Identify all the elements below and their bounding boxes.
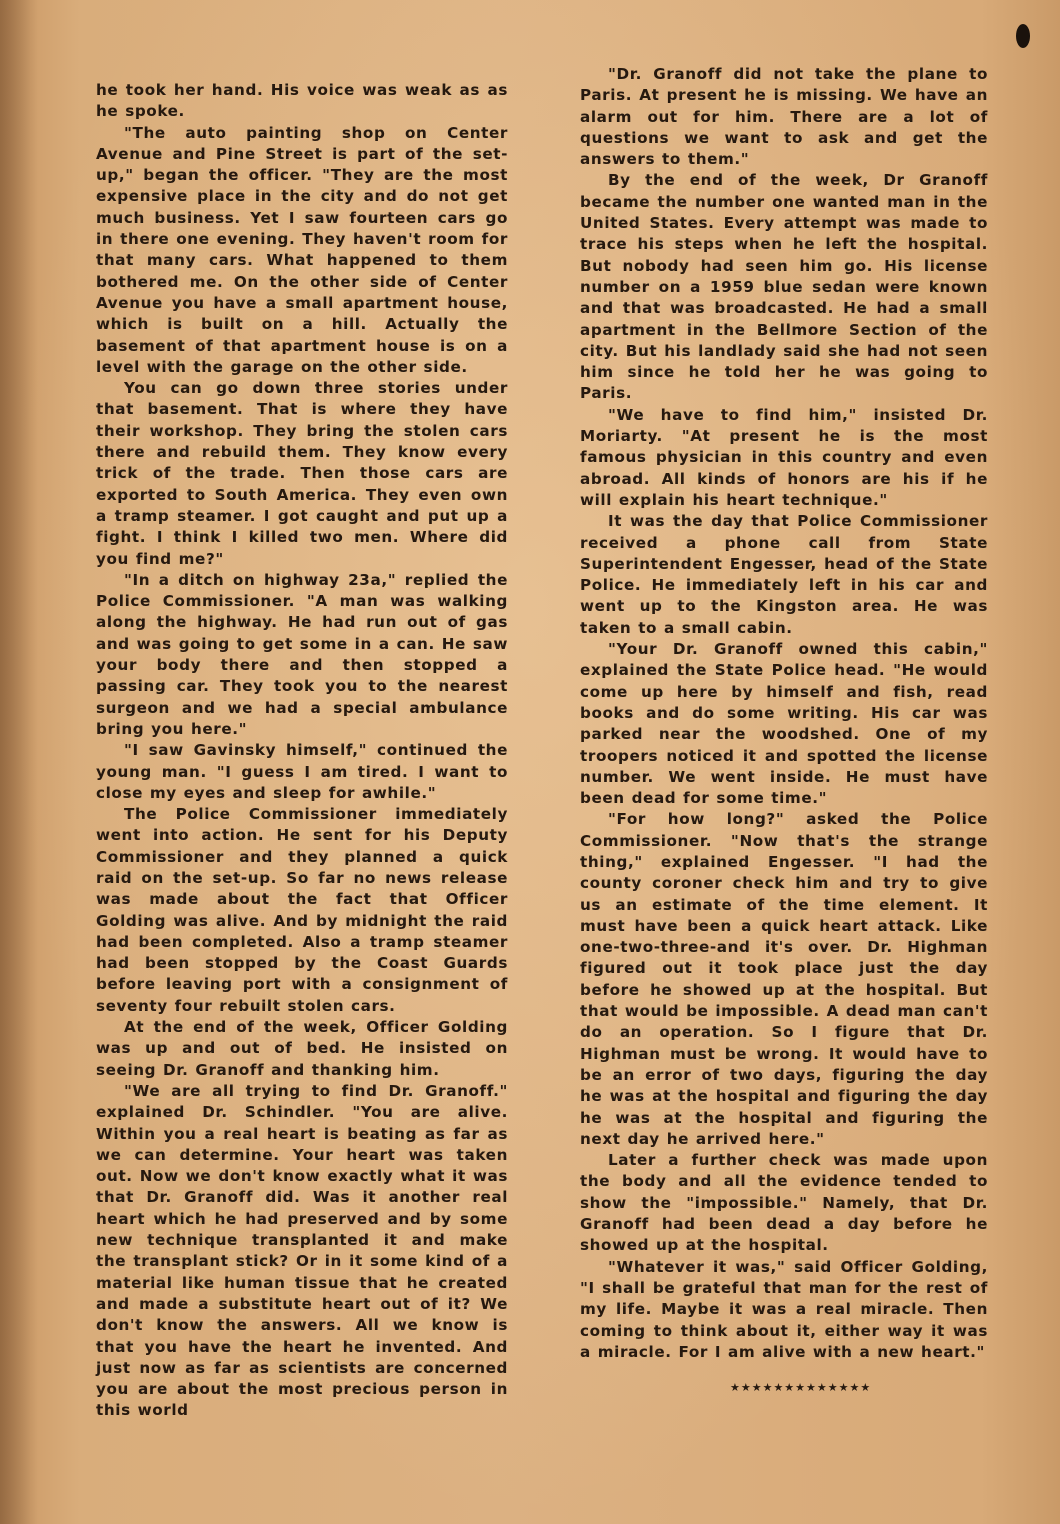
paragraph: "Your Dr. Granoff owned this cabin," explained the State Police head. "He would come up here by himself and fish, read books and do some writing. His car was parked near the woodshed. One of my troopers noticed it and spotted the license number. We went inside. He must have been dead for some time." [580, 640, 988, 808]
paragraph: You can go down three stories under that basement. That is where they have their workshop. They bring the stolen cars there and rebuild them. They know every trick of the trade. Then those cars are exported to South America. They even own a tramp steamer. I got caught and put up a fight. I think I killed two men. Where did you find me?" [96, 379, 508, 568]
paragraph: The Police Commissioner immediately went into action. He sent for his Deputy Commissioner and they planned a quick raid on the set-up. So far no news release was made about the fact that Officer Golding was alive. And by midnight the raid had been completed. Also a tramp steamer had been stopped by the Coast Guards before leaving port with a consignment of seventy four rebuilt stolen cars. [96, 805, 508, 1015]
paragraph: "We have to find him," insisted Dr. Moriarty. "At present he is the most famous physician in this country and even abroad. All kinds of honors are his if he will explain his heart technique." [580, 405, 988, 509]
paragraph: It was the day that Police Commissioner received a phone call from State Superintendent Engesser, head of the State Police. He immediately left in his car and went up to the Kingston area. He was taken to a small cabin. [580, 512, 988, 637]
paragraph: "In a ditch on highway 23a," replied the Police Commissioner. "A man was walking along the highway. He had run out of gas and was going to get some in a can. He saw your body there and then stopped a passing car. They took you to the nearest surgeon and we had a special ambulance bring you here." [96, 570, 508, 738]
paragraph: "For how long?" asked the Police Commissioner. "Now that's the strange thing," explained Engesser. "I had the county coroner check him and try to give us an estimate of the time element. It must have been a quick heart attack. Like one-two-three-and it's over. Dr. Highman figured out it took place just the day before he showed up at the hospital. But that would be impossible. A dead man can't do an operation. So I figure that Dr. Highman must be wrong. It would have to be an error of two days, figuring the day he was at the hospital and figuring the day he was at the hospital and figuring the next day he arrived here." [580, 810, 988, 1148]
paragraph: "I saw Gavinsky himself," continued the young man. "I guess I am tired. I want to close my eyes and sleep for awhile." [96, 741, 508, 802]
paragraph: "Whatever it was," said Officer Golding, "I shall be grateful that man for the rest of my life. Maybe it was a real miracle. Then coming to think about it, either way it was a miracle. For I am alive with a new heart." [580, 1257, 988, 1361]
right-column [580, 0, 988, 1398]
paragraph: "We are all trying to find Dr. Granoff." explained Dr. Schindler. "You are alive. Within you a real heart is beating as far as we can determine. Your heart was taken out. Now we don't know exactly what it was that Dr. Granoff did. Was it another real heart which he had preserved and by some new technique transplanted it and make the transplant stick? Or in it some kind of a material like human tissue that he created and made a substitute heart out of it? We don't know the answers. All we know is that you have the heart he invented. And just now as far as scientists are concerned you are about the most precious person in this world [96, 1081, 508, 1420]
paragraph: he took her hand. His voice was weak as as he spoke. [96, 81, 508, 121]
paragraph: Later a further check was made upon the body and all the evidence tended to show the "impossible." Namely, that Dr. Granoff had been dead a day before he showed up at the hospital. [580, 1151, 988, 1255]
paragraph: "Dr. Granoff did not take the plane to Paris. At present he is missing. We have an alarm out for him. There are a lot of questions we want to ask and get the answers to them." [580, 65, 988, 169]
left-column [96, 0, 508, 1422]
paragraph: "The auto painting shop on Center Avenue and Pine Street is part of the set-up," began the officer. "They are the most expensive place in the city and do not get much business. Yet I saw fourteen cars go in there one evening. They haven't room for that many cars. What happened to them bothered me. On the other side of Center Avenue you have a small apartment house, which is built on a hill. Actually the basement of that apartment house is on a level with the garage on the other side. [96, 123, 508, 376]
paragraph: At the end of the week, Officer Golding was up and out of bed. He insisted on seeing Dr. Granoff and thanking him. [96, 1018, 508, 1079]
end-of-story-mark: ★★★★★★★★★★★★★ [730, 1381, 872, 1395]
paragraph: By the end of the week, Dr Granoff became the number one wanted man in the United States. Every attempt was made to trace his steps when he left the hospital. But nobody had seen him go. His license number on a 1959 blue sedan were known and that was broadcasted. He had a small apartment in the Bellmore Section of the city. But his landlady said she had not seen him since he told her he was going to Paris. [580, 171, 988, 403]
binding-hole [1016, 24, 1030, 48]
spine-shadow [0, 0, 38, 1524]
